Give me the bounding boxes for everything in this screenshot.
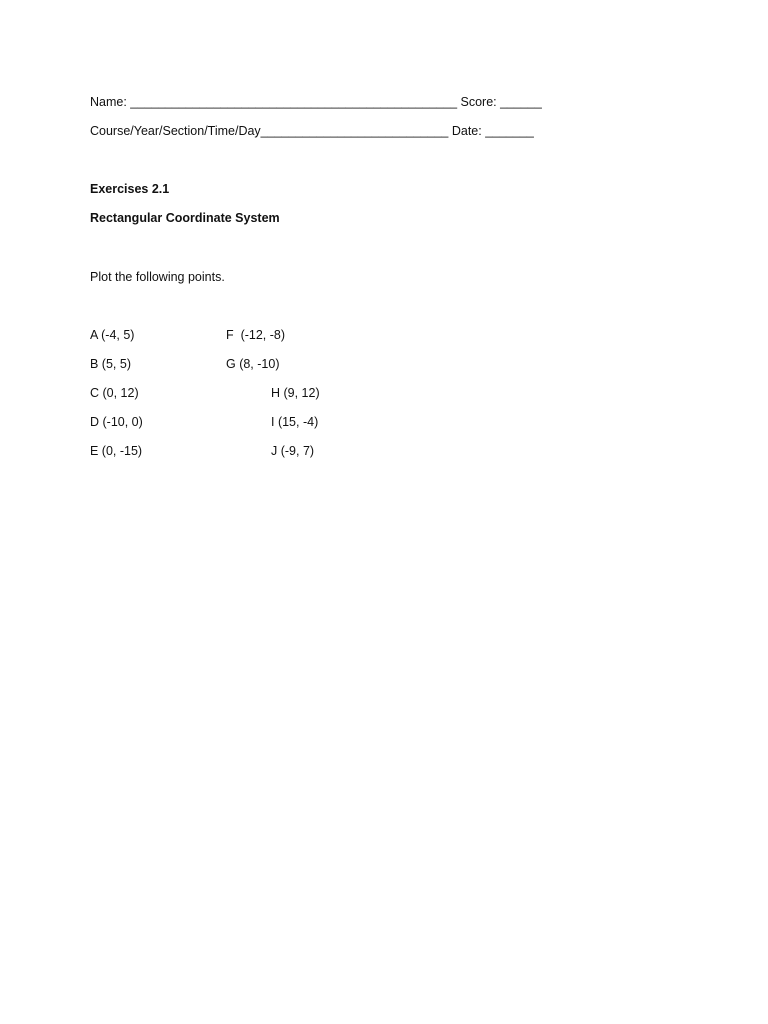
- exercise-title: Exercises 2.1: [90, 182, 170, 196]
- course-date-line: Course/Year/Section/Time/Day___________________________ Date: _______: [90, 124, 534, 138]
- point-e: E (0, -15): [90, 444, 143, 458]
- point-a: A (-4, 5): [90, 328, 135, 342]
- point-c: C (0, 12): [90, 386, 139, 400]
- point-f: F (-12, -8): [226, 328, 286, 342]
- name-score-line: Name: _______________________________________________ Score: ______: [90, 95, 542, 109]
- point-i: I (15, -4): [271, 415, 319, 429]
- point-j: J (-9, 7): [271, 444, 315, 458]
- point-d: D (-10, 0): [90, 415, 143, 429]
- point-b: B (5, 5): [90, 357, 131, 371]
- exercise-subtitle: Rectangular Coordinate System: [90, 211, 280, 225]
- point-g: G (8, -10): [226, 357, 280, 371]
- point-h: H (9, 12): [271, 386, 320, 400]
- instruction-text: Plot the following points.: [90, 270, 225, 284]
